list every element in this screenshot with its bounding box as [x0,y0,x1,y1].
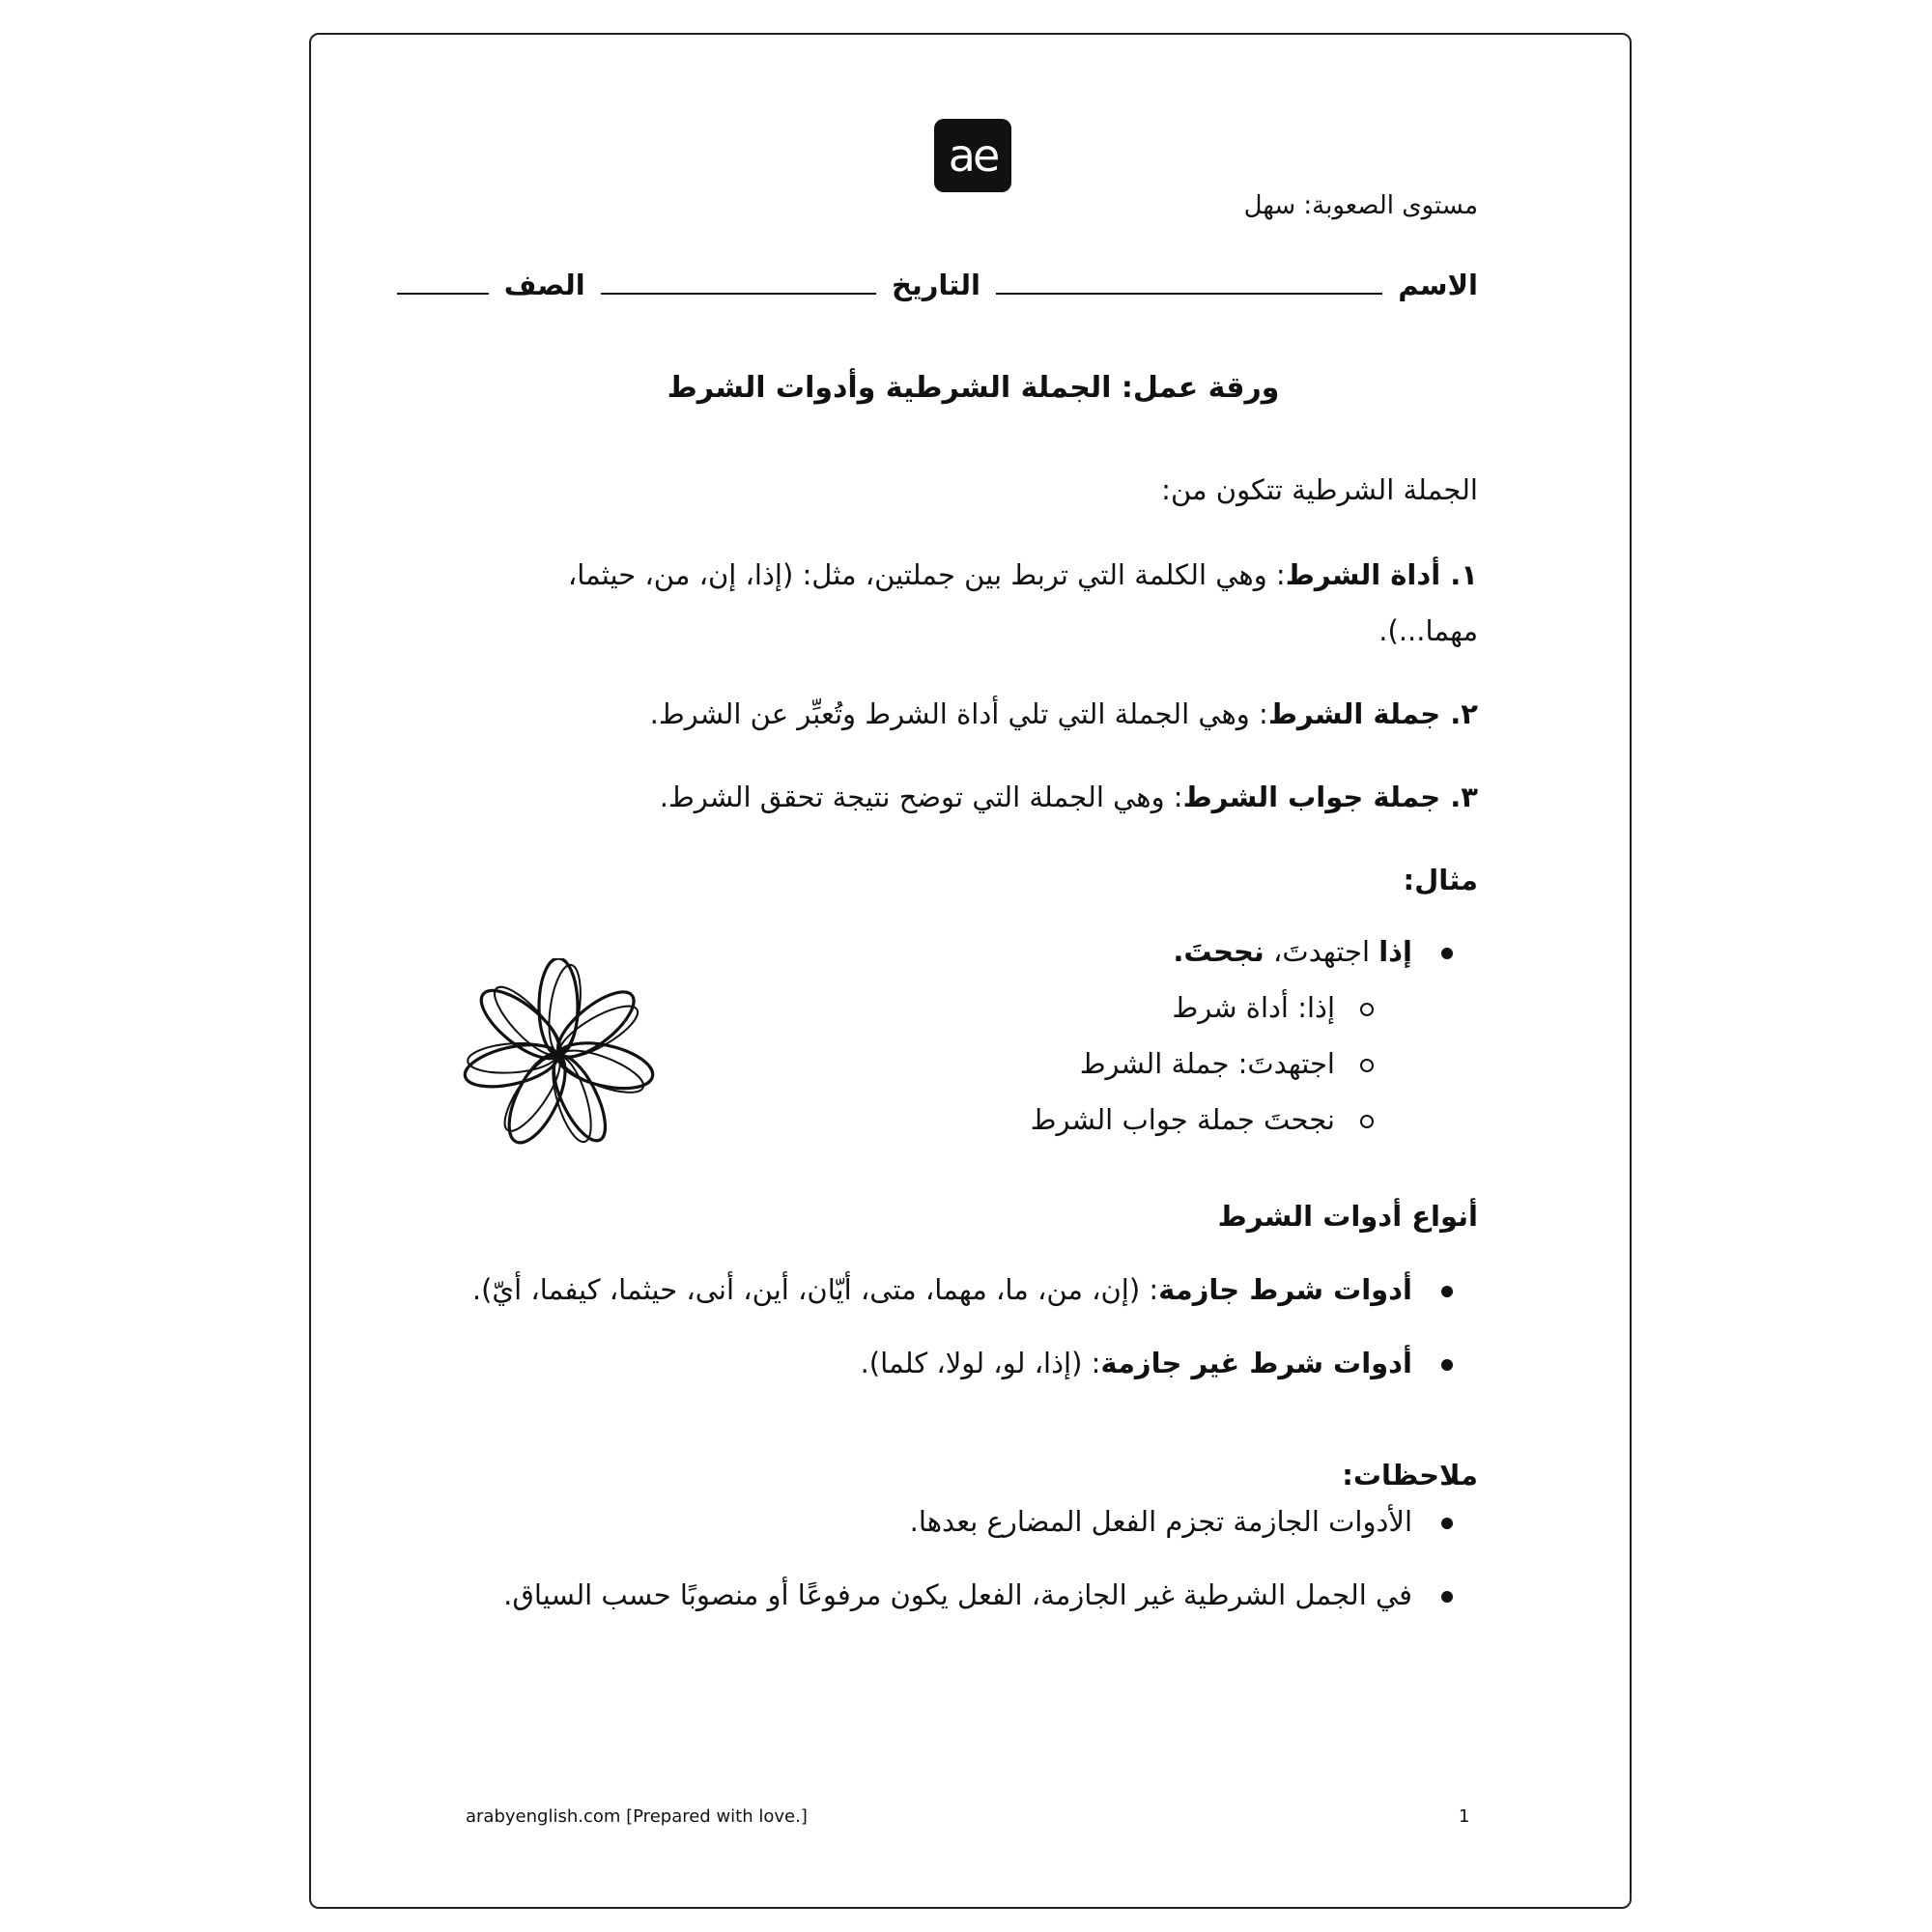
example-part-3 [1031,1103,1399,1136]
class-label: الصف [503,269,585,301]
example-part-1-text: إذا: أداة شرط [1172,991,1335,1024]
types-item-2-term: أدوات شرط غير جازمة [1100,1347,1412,1379]
name-blank[interactable] [996,271,1382,295]
types-item-1-text: : (إن، من، ما، مهما، متى، أيّان، أين، أنى، حيثما، كيفما، أيّ). [471,1273,1159,1306]
component-1-text: : وهي الكلمة التي تربط بين جملتين، مثل: (إذا، إن، من، حيثما، مهما...). [567,558,1478,647]
example-heading: مثال: [1403,864,1478,896]
component-1-term: ١. أداة الشرط [1285,558,1478,591]
component-3 [469,769,1478,825]
intro-text: الجملة الشرطية تتكون من: [1161,473,1478,506]
bullet-icon [1441,1359,1453,1371]
page-title: ورقة عمل: الجملة الشرطية وأدوات الشرط [667,371,1280,405]
example-bold-result: نجحتَ. [1173,935,1264,968]
types-item-1-term: أدوات شرط جازمة [1158,1273,1412,1306]
notes-item-1-text: الأدوات الجازمة تجزم الفعل المضارع بعدها. [909,1505,1412,1538]
circle-bullet-icon [1360,1059,1374,1072]
notes-item-2-text: في الجمل الشرطية غير الجازمة، الفعل يكون مرفوعًا أو منصوبًا حسب السياق. [503,1578,1412,1611]
logo-text: ae [948,129,998,182]
example-middle: اجتهدتَ، [1264,935,1379,968]
example-part-2-text: اجتهدتَ: جملة الشرط [1079,1047,1335,1080]
example-part-3-text: نجحتَ جملة جواب الشرط [1030,1103,1335,1136]
component-2-term: ٢. جملة الشرط [1267,697,1478,730]
component-2-text: : وهي الجملة التي تلي أداة الشرط وتُعبِّر عن الشرط. [649,697,1268,730]
types-item-1 [472,1273,1478,1306]
types-item-2-text: : (إذا، لو، لولا، كلما). [860,1347,1101,1379]
student-info-fields [391,269,1478,301]
difficulty-level: مستوى الصعوبة: سهل [1243,191,1478,220]
name-label: الاسم [1398,269,1478,301]
bullet-icon [1441,1286,1453,1297]
notes-heading: ملاحظات: [1342,1459,1478,1492]
footer-credit: arabyenglish.com [Prepared with love.] [466,1806,808,1827]
bullet-icon [1441,1591,1453,1603]
types-heading: أنواع أدوات الشرط [1217,1200,1478,1233]
notes-item-2 [503,1578,1478,1611]
example-sentence [1173,935,1478,968]
date-blank[interactable] [601,271,876,295]
component-1 [551,547,1478,659]
bullet-icon [1441,948,1453,959]
circle-bullet-icon [1360,1003,1374,1016]
notes-item-1 [910,1505,1478,1538]
bullet-icon [1441,1518,1453,1529]
example-part-1 [1172,991,1399,1024]
page-number: 1 [1459,1806,1470,1827]
circle-bullet-icon [1360,1115,1374,1128]
types-item-2 [861,1347,1478,1379]
component-3-text: : وهي الجملة التي توضح نتيجة تحقق الشرط. [659,781,1183,813]
class-blank[interactable] [397,271,489,295]
example-part-2 [1080,1047,1399,1080]
component-2 [469,686,1478,742]
flower-icon [462,958,655,1151]
date-label: التاريخ [891,269,980,301]
component-3-term: ٣. جملة جواب الشرط [1182,781,1478,813]
example-bold-if: إذا [1378,935,1412,968]
